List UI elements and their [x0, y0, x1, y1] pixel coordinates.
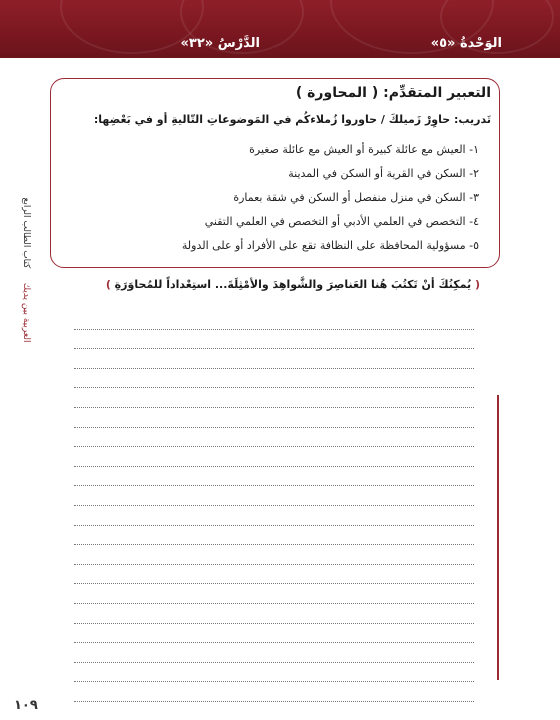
page-number: ١٠٩: [14, 698, 38, 713]
book-name: العربية بين يديك: [21, 282, 31, 343]
topic-item: ١- العيش مع عائلة كبيرة أو العيش مع عائلة صغيرة: [249, 143, 479, 156]
writing-line[interactable]: [74, 506, 474, 526]
exercise-instruction: تَدريب: حاوِرْ زَميلكَ / حاوروا زُملاءكُم في المَوضوعاتِ التّاليةِ أو في بَعْضِها:: [93, 113, 491, 126]
writing-line[interactable]: [74, 565, 474, 585]
writing-note: [106, 278, 480, 291]
writing-line[interactable]: [74, 428, 474, 448]
writing-line[interactable]: [74, 369, 474, 389]
writing-line[interactable]: [74, 310, 474, 330]
topic-item: ٤- التخصص في العلمي الأدبي أو التخصص في العلمي التقني: [204, 215, 479, 228]
topic-list: [59, 143, 479, 263]
page-header: [0, 0, 560, 58]
section-title: التعبير المتقدِّم: ( المحاورة ): [295, 85, 491, 101]
writing-line[interactable]: [74, 349, 474, 369]
writing-line[interactable]: [74, 447, 474, 467]
note-open-paren: (: [474, 278, 480, 291]
margin-rule: [497, 395, 499, 680]
writing-line[interactable]: [74, 545, 474, 565]
writing-line[interactable]: [74, 526, 474, 546]
note-text: يُمكِنُكَ أنْ تَكتُبَ هُنا العَناصِرَ والشَّواهِدَ والأمْثِلَةَ... استِعْداداً للمُحاوَرَةِ: [110, 278, 475, 291]
writing-line[interactable]: [74, 584, 474, 604]
writing-line[interactable]: [74, 624, 474, 644]
exercise-box: [50, 78, 500, 268]
writing-line[interactable]: [74, 682, 474, 702]
volume-name: كتاب الطالب الرابع: [21, 197, 31, 269]
writing-line[interactable]: [74, 408, 474, 428]
writing-line[interactable]: [74, 388, 474, 408]
topic-item: ٣- السكن في منزل منفصل أو السكن في شقة بعمارة: [233, 191, 479, 204]
writing-line[interactable]: [74, 486, 474, 506]
writing-line[interactable]: [74, 330, 474, 350]
side-caption-text: [21, 180, 31, 360]
note-close-paren: ): [105, 278, 111, 291]
topic-item: ٥- مسؤولية المحافظة على النظافة تقع على الأفراد أو على الدولة: [181, 239, 479, 252]
writing-lines[interactable]: [74, 310, 474, 702]
writing-line[interactable]: [74, 643, 474, 663]
writing-line[interactable]: [74, 467, 474, 487]
lesson-label: الدَّرْسُ «٣٢»: [180, 36, 260, 51]
side-caption: [12, 175, 32, 375]
topic-item: ٢- السكن في القرية أو السكن في المدينة: [288, 167, 479, 180]
writing-line[interactable]: [74, 604, 474, 624]
unit-label: الوَحْدةُ «٥»: [430, 36, 502, 51]
writing-line[interactable]: [74, 663, 474, 683]
